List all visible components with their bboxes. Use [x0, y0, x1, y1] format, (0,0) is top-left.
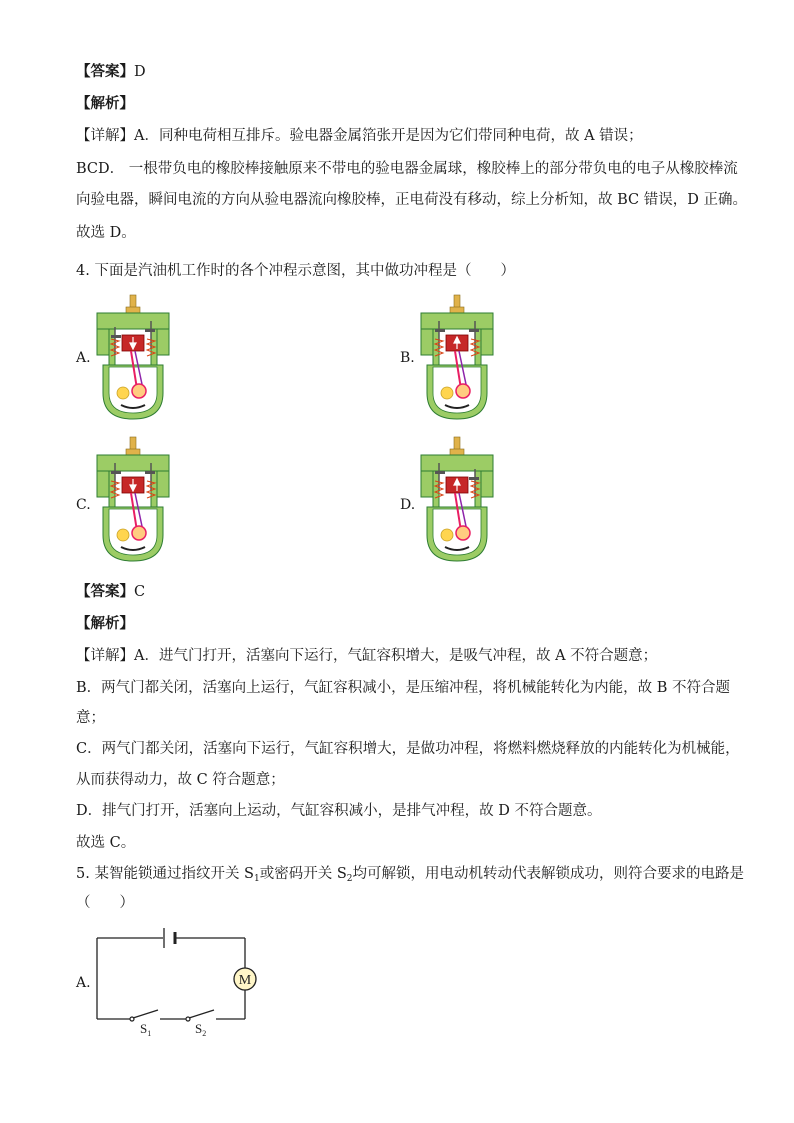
- cylinder-head: [421, 455, 493, 471]
- q3-detail-line1: 【详解】A．同种电荷相互排斥。验电器金属箔张开是因为它们带同种电荷，故 A 错误；: [76, 128, 643, 144]
- q4-detail-c2: 从而获得动力，故 C 符合题意；: [76, 772, 285, 788]
- q5-sub-2: 2: [346, 874, 353, 884]
- exhaust-valve-head: [145, 329, 155, 332]
- intake-port: [421, 329, 433, 355]
- q5-option-a-label: A.: [76, 975, 91, 991]
- crankshaft: [456, 384, 470, 398]
- option-d-label: D.: [400, 497, 416, 513]
- intake-valve-head: [111, 335, 121, 338]
- exhaust-port: [157, 329, 169, 355]
- q3-answer-line: [76, 62, 146, 82]
- q4-detail-c1: C．两气门都关闭，活塞向下运行，气缸容积增大，是做功冲程，将燃料燃烧释放的内能转化为机械能，: [76, 741, 740, 757]
- q5-stem-bracket: （ ）: [76, 895, 134, 911]
- switch1-label: $S_1$: [140, 1021, 152, 1038]
- option-b-label: B.: [400, 350, 415, 366]
- engine-diagram-exhaust: [417, 435, 497, 565]
- exhaust-valve-head: [469, 477, 479, 480]
- cylinder-head: [421, 313, 493, 329]
- answer-tag: 【答案】: [76, 63, 134, 80]
- intake-port: [97, 329, 109, 355]
- flywheel-weight: [117, 387, 129, 399]
- switch2-label: $S_2$: [195, 1021, 207, 1038]
- engine-diagram-intake: [93, 293, 173, 423]
- q4-detail-a: 【详解】A．进气门打开，活塞向下运行，气缸容积增大，是吸气冲程，故 A 不符合题意；: [76, 648, 658, 664]
- q5-stem: [76, 864, 744, 889]
- flywheel-weight: [117, 529, 129, 541]
- intake-valve-head: [111, 471, 121, 474]
- motor-label: M: [238, 973, 252, 988]
- switch2-blade: [189, 1010, 214, 1018]
- option-a-label: A.: [76, 350, 91, 366]
- q3-detail-line2: BCD． 一根带负电的橡胶棒接触原来不带电的验电器金属球，橡胶棒上的部分带负电的电子从橡胶棒流: [76, 161, 738, 177]
- intake-port: [97, 471, 109, 497]
- q4-answer-line: [76, 582, 145, 602]
- crankshaft: [132, 384, 146, 398]
- q4-detail-b1: B．两气门都关闭，活塞向上运行，气缸容积减小，是压缩冲程，将机械能转化为内能，故 B 不符合题: [76, 680, 731, 696]
- intake-valve-head: [435, 329, 445, 332]
- q5-stem-text-3: 均可解锁，用电动机转动代表解锁成功，则符合要求的电路是: [352, 866, 745, 882]
- q4-detail-d: D．排气门打开，活塞向上运动，气缸容积减小，是排气冲程，故 D 不符合题意。: [76, 803, 602, 819]
- answer-value: C: [134, 584, 146, 600]
- answer-tag: 【答案】: [76, 583, 134, 600]
- exhaust-port: [481, 471, 493, 497]
- intake-port: [421, 471, 433, 497]
- answer-value: D: [134, 64, 146, 80]
- option-c-label: C.: [76, 497, 91, 513]
- circuit-diagram: [90, 922, 260, 1042]
- q3-analysis-tag: 【解析】: [76, 95, 134, 112]
- q3-detail-line3: 向验电器，瞬间电流的方向从验电器流向橡胶棒，正电荷没有移动，综上分析知，故 BC 错误，D 正确。: [76, 192, 747, 208]
- crankshaft: [456, 526, 470, 540]
- switch1-blade: [133, 1010, 158, 1018]
- q4-analysis-tag: 【解析】: [76, 615, 134, 632]
- q5-stem-text-1: 5. 某智能锁通过指纹开关 S: [76, 866, 254, 882]
- exhaust-valve-head: [469, 329, 479, 332]
- engine-diagram-power: [93, 435, 173, 565]
- cylinder-head: [97, 455, 169, 471]
- q5-sub-1: 1: [254, 874, 260, 884]
- exhaust-port: [157, 471, 169, 497]
- q4-detail-b2: 意；: [76, 710, 105, 726]
- q4-conclusion: 故选 C。: [76, 835, 136, 851]
- exhaust-port: [481, 329, 493, 355]
- q4-stem: 4. 下面是汽油机工作时的各个冲程示意图，其中做功冲程是（ ）: [76, 263, 515, 279]
- exhaust-valve-head: [145, 471, 155, 474]
- crankshaft: [132, 526, 146, 540]
- cylinder-head: [97, 313, 169, 329]
- q5-stem-text-2: 或密码开关 S: [259, 866, 347, 882]
- flywheel-weight: [441, 387, 453, 399]
- engine-diagram-compression: [417, 293, 497, 423]
- intake-valve-head: [435, 471, 445, 474]
- q3-conclusion: 故选 D。: [76, 225, 136, 241]
- flywheel-weight: [441, 529, 453, 541]
